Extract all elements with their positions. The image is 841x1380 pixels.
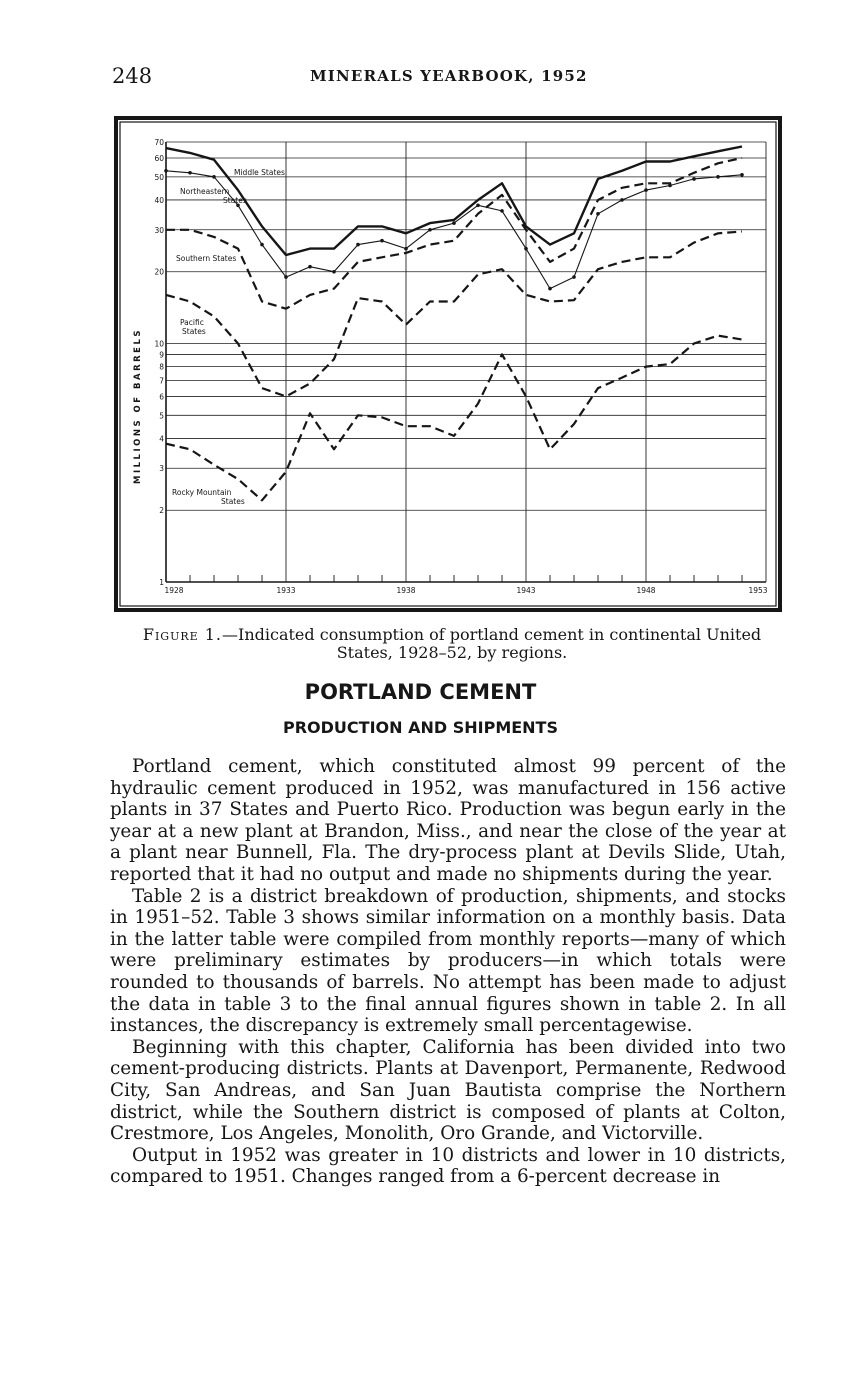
running-title: MINERALS YEARBOOK, 1952 [310,67,588,85]
data-point [332,270,336,274]
data-point [716,175,720,179]
x-tick-label: 1928 [164,586,184,595]
series-label: Middle States [234,168,285,177]
y-tick-label: 7 [159,376,164,386]
data-point [188,171,192,175]
series-label-line: States [221,497,245,506]
body-text [110,756,786,1188]
series-label-line: States [223,196,247,205]
data-point [404,247,408,251]
data-point [572,275,576,279]
figure-frame [114,116,782,612]
y-tick-label: 10 [154,339,164,349]
series-label-line: States [182,327,206,336]
y-axis-label: MILLIONS OF BARRELS [133,327,143,485]
series-label-line: Northeastern [180,187,230,196]
x-tick-label: 1938 [396,586,416,595]
data-point [452,221,456,225]
data-point [740,173,744,177]
y-tick-label: 20 [154,267,164,277]
y-tick-label: 70 [154,138,164,147]
consumption-chart [118,120,778,608]
data-point [620,198,624,202]
section-title: PORTLAND CEMENT [304,680,537,704]
x-tick-label: 1943 [516,586,536,595]
series-line-0 [166,147,742,256]
data-point [692,177,696,181]
data-point [164,169,168,173]
data-point [644,188,648,192]
paragraph: Table 2 is a district breakdown of production, shipments, and stocks in 1951–52. Table 3 shows similar information on a monthly basis. Data in the latter table were compiled from monthly reports—many of which were preliminary estimates by producers—in which totals were rounded to thousands of barrels. No attempt has been made to adjust the data in table 3 to the final annual figures shown in table 2. In all instances, the discrepancy is extremely small percentagewise. [110,885,786,1037]
x-tick-label: 1948 [636,586,656,595]
y-tick-label: 6 [159,392,164,402]
data-point [596,212,600,216]
data-point [500,209,504,213]
y-tick-label: 50 [154,172,164,182]
series-line-2 [166,158,742,309]
data-point [284,275,288,279]
data-point [380,239,384,243]
page-number: 248 [112,64,153,88]
data-point [524,247,528,251]
paragraph: Portland cement, which constituted almost 99 percent of the hydraulic cement produced in 1952, was manufactured in 156 active plants in 37 States and Puerto Rico. Production was begun early in the year at a new plant at Brandon, Miss., and near the close of the year at a plant near Bunnell, Fla. The dry-process plant at Devils Slide, Utah, reported that it had no output and made no shipments during the year. [110,756,786,885]
data-point [548,287,552,291]
y-tick-label: 9 [159,350,164,360]
y-tick-label: 8 [159,362,164,372]
data-point [212,175,216,179]
caption-text: —Indicated consumption of portland cement in continental United States, 1928–52, by regions. [222,625,762,662]
y-tick-label: 3 [159,464,164,474]
y-tick-label: 40 [154,195,164,205]
series-label-line: Pacific [180,318,204,327]
page-header [112,64,762,96]
paragraph: Beginning with this chapter, California has been divided into two cement-producing districts. Plants at Davenport, Permanente, Redwood City, San Andreas, and San Juan Bautista comprise the Northern district, while the Southern district is composed of plants at Colton, Crestmore, Los Angeles, Monolith, Oro Grande, and Victorville. [110,1036,786,1145]
data-point [356,243,360,247]
data-point [260,243,264,247]
subsection-title: PRODUCTION AND SHIPMENTS [283,718,558,737]
y-tick-label: 30 [154,225,164,235]
y-tick-label: 1 [159,578,164,587]
caption-label: Figure 1. [142,625,223,644]
series-label [172,488,245,506]
data-point [428,228,432,232]
data-point [308,265,312,269]
series-line-4 [166,336,742,501]
series-label [180,318,206,336]
y-tick-label: 4 [159,434,164,444]
y-tick-label: 5 [159,411,164,421]
x-tick-label: 1933 [276,586,296,595]
series-label: Southern States [176,254,237,263]
y-tick-label: 60 [154,153,164,163]
paragraph: Output in 1952 was greater in 10 districts and lower in 10 districts, compared to 1951. Changes ranged from a 6-percent decrease in [110,1144,786,1188]
x-tick-label: 1953 [748,586,768,595]
figure-caption [118,626,786,662]
series-label-line: Rocky Mountain [172,488,232,497]
series-line-3 [166,232,742,397]
y-tick-label: 2 [159,506,164,516]
data-point [476,203,480,207]
